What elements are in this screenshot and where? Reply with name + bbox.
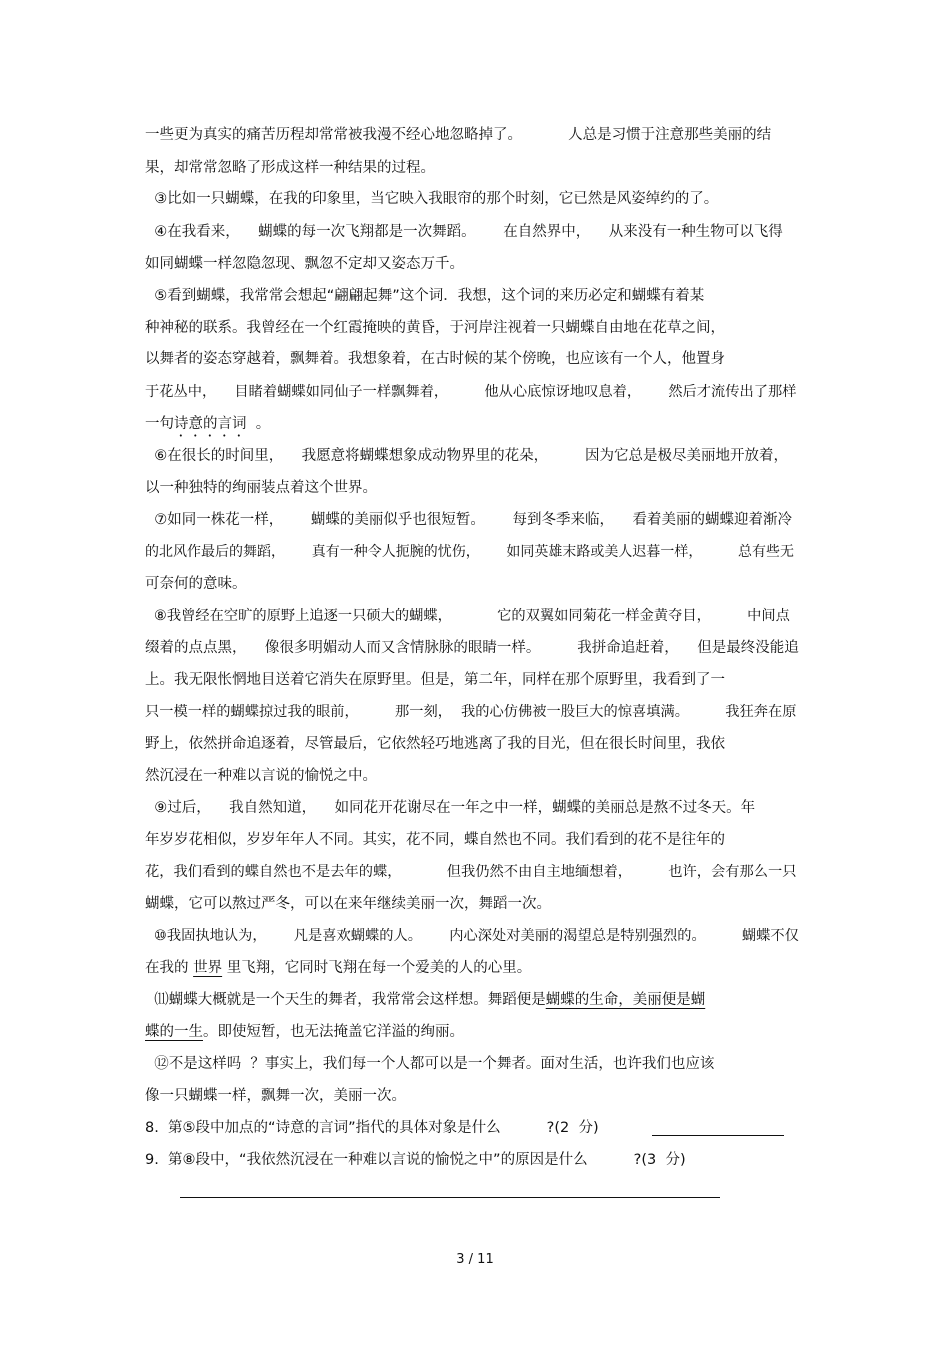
text-line: 如同蝴蝶一样忽隐忽现、飘忽不定却又姿态万千。: [145, 256, 464, 272]
underlined-phrase: 蝶的一生: [145, 1024, 203, 1040]
answer-line-9[interactable]: [180, 1197, 720, 1198]
text-line: 的北风作最后的舞蹈， 真有一种令人扼腕的忧伤， 如同英雄末路或美人迟暮一样， 总有些无: [145, 544, 795, 560]
underlined-word: 世界: [193, 960, 223, 976]
text-line: 蝴蝶，它可以熬过严冬，可以在来年继续美丽一次，舞蹈一次。: [145, 896, 551, 912]
text-line: 年岁岁花相似，岁岁年年人不同。其实，花不同，蝶自然也不同。我们看到的花不是往年的: [145, 832, 725, 848]
text-line: ⑨过后， 我自然知道， 如同花开花谢尽在一年之中一样，蝴蝶的美丽总是熬不过冬天。年: [145, 800, 756, 816]
text-line: ④在我看来， 蝴蝶的每一次飞翔都是一次舞蹈。 在自然界中， 从来没有一种生物可以飞得: [145, 224, 783, 240]
text-line: 上。我无限怅惘地目送着它消失在原野里。但是，第二年，同样在那个原野里，我看到了一: [145, 672, 725, 688]
question-8: 8. 第⑤段中加点的“诗意的言词”指代的具体对象是什么 ?(2 分): [145, 1120, 599, 1136]
text-line: 缀着的点点黑， 像很多明媚动人而又含情脉脉的眼睛一样。 我拼命追赶着， 但是最终没能追: [145, 640, 799, 656]
text-line: 花，我们看到的蝶自然也不是去年的蝶， 但我仍然不由自主地缅想着， 也许，会有那么一只: [145, 864, 797, 880]
text-line: 像一只蝴蝶一样，飘舞一次，美丽一次。: [145, 1088, 406, 1104]
underlined-phrase: 蝴蝶的生命，美丽便是蝴: [545, 992, 706, 1008]
text-line: 以一种独特的绚丽装点着这个世界。: [145, 480, 377, 496]
text-line: 然沉浸在一种难以言说的愉悦之中。: [145, 768, 377, 784]
text-line: ⑫不是这样吗 ？事实上，我们每一个人都可以是一个舞者。面对生活，也许我们也应该: [145, 1056, 715, 1072]
text-line: 于花丛中， 目睹着蝴蝶如同仙子一样飘舞着， 他从心底惊讶地叹息着， 然后才流传出了那样: [145, 384, 797, 400]
text-line: ③比如一只蝴蝶，在我的印象里，当它映入我眼帘的那个时刻，它已然是风姿绰约的了。: [145, 191, 719, 207]
text-line: 可奈何的意味。: [145, 576, 247, 592]
text-line: ⑧我曾经在空旷的原野上追逐一只硕大的蝴蝶， 它的双翼如同菊花一样金黄夺目， 中间点: [145, 608, 790, 624]
text-line: ⑥在很长的时间里， 我愿意将蝴蝶想象成动物界里的花朵， 因为它总是极尽美丽地开放着，: [145, 448, 789, 464]
text-line: 在我的 世界 里飞翔，它同时飞翔在每一个爱美的人的心里。: [145, 960, 532, 976]
question-9: 9. 第⑧段中，“我依然沉浸在一种难以言说的愉悦之中”的原因是什么 ?(3 分): [145, 1152, 686, 1168]
text-line: ⑩我固执地认为， 凡是喜欢蝴蝶的人。 内心深处对美丽的渴望总是特别强烈的。 蝴蝶不仅: [145, 928, 799, 944]
text-line: 以舞者的姿态穿越着，飘舞着。我想象着，在古时候的某个傍晚，也应该有一个人，他置身: [145, 351, 725, 367]
text-line: 一些更为真实的痛苦历程却常常被我漫不经心地忽略掉了。 人总是习惯于注意那些美丽的结: [145, 127, 772, 143]
answer-line-8[interactable]: [652, 1135, 784, 1136]
text-line: 只一模一样的蝴蝶掠过我的眼前， 那一刻， 我的心仿佛被一股巨大的惊喜填满。 我狂奔在原: [145, 704, 797, 720]
text-line: 蝶的一生。即使短暂，也无法掩盖它洋溢的绚丽。: [145, 1024, 464, 1040]
dotted-phrase: 诗意的言词: [174, 416, 247, 432]
text-line: ⑤看到蝴蝶，我常常会想起“翩翩起舞”这个词．我想，这个词的来历必定和蝴蝶有着某: [145, 288, 705, 304]
text-line: ⑾蝴蝶大概就是一个天生的舞者，我常常会这样想。舞蹈便是蝴蝶的生命，美丽便是蝴: [145, 992, 706, 1008]
text-line: ⑦如同一株花一样， 蝴蝶的美丽似乎也很短暂。 每到冬季来临， 看着美丽的蝴蝶迎着渐冷: [145, 512, 792, 528]
text-line: 果，却常常忽略了形成这样一种结果的过程。: [145, 160, 435, 176]
text-line: 一句诗意的言词 。: [145, 416, 271, 432]
page-number: 3 / 11: [456, 1252, 494, 1267]
text-line: 野上，依然拼命追逐着，尽管最后，它依然轻巧地逃离了我的目光，但在很长时间里，我依: [145, 736, 725, 752]
text-line: 种神秘的联系。我曾经在一个红霞掩映的黄昏，于河岸注视着一只蝴蝶自由地在花草之间，: [145, 320, 725, 336]
